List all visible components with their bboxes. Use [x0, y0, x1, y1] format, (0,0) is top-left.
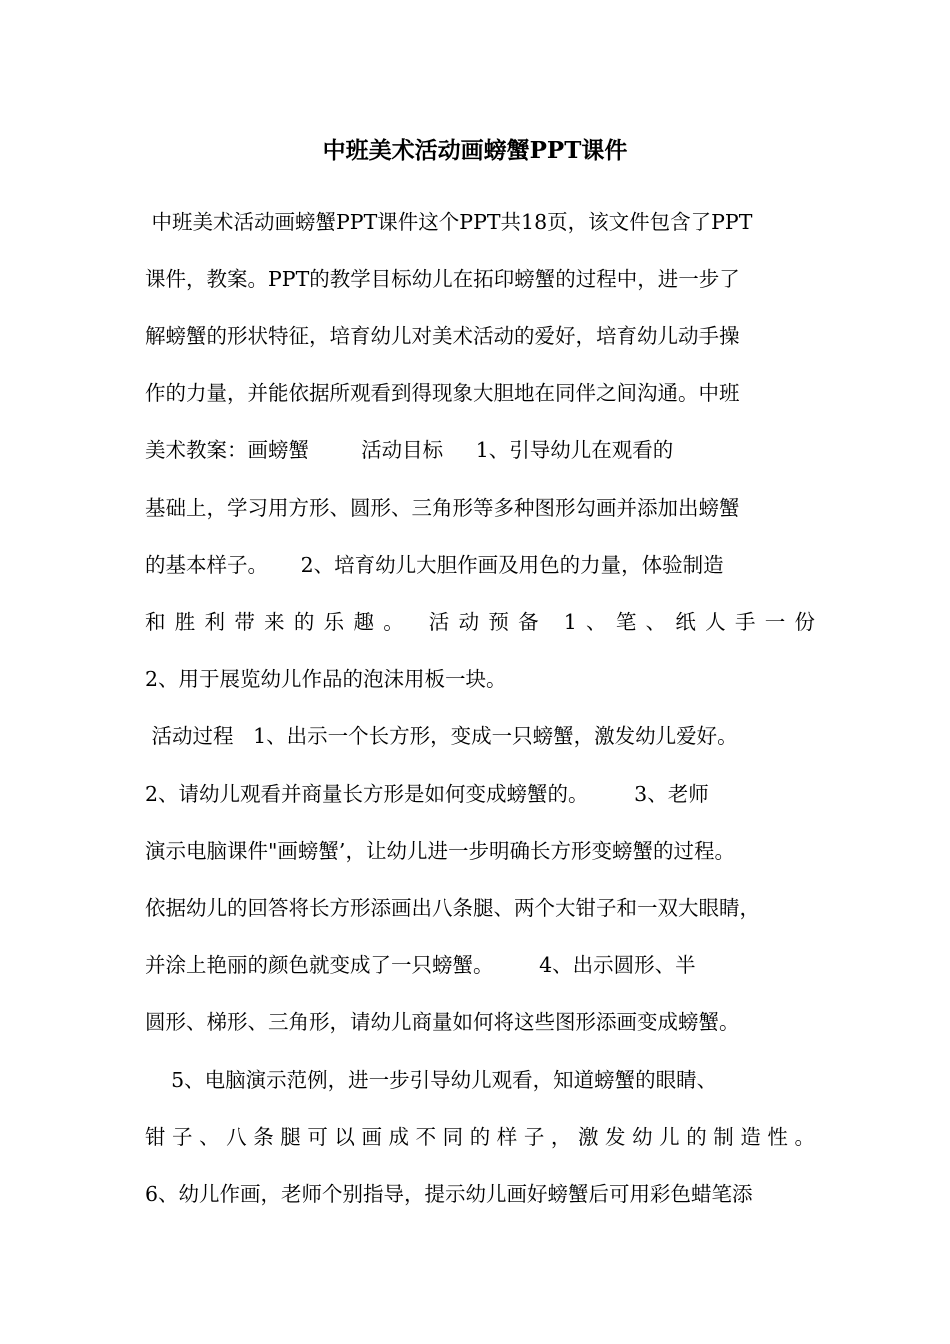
- paragraph-line: 圆形、梯形、三角形，请幼儿商量如何将这些图形添画变成螃蟹。: [145, 1010, 740, 1034]
- paragraph-line: 美术教案：画螃蟹 活动目标 1、引导幼儿在观看的: [145, 438, 674, 462]
- paragraph-line: 的基本样子。 2、培育幼儿大胆作画及用色的力量，体验制造: [145, 553, 724, 577]
- paragraph-line: 钳子、八条腿可以画成不同的样子，激发幼儿的制造性。: [145, 1125, 815, 1149]
- paragraph-line: 并涂上艳丽的颜色就变成了一只螃蟹。 4、出示圆形、半: [145, 953, 696, 977]
- paragraph-line: 解螃蟹的形状特征，培育幼儿对美术活动的爱好，培育幼儿动手操: [145, 324, 740, 348]
- paragraph-line: 基础上，学习用方形、圆形、三角形等多种图形勾画并添加出螃蟹: [145, 496, 740, 520]
- paragraph-line: 2、请幼儿观看并商量长方形是如何变成螃蟹的。 3、老师: [145, 782, 709, 806]
- paragraph-line: 2、用于展览幼儿作品的泡沫用板一块。: [145, 667, 507, 691]
- paragraph-line: 作的力量，并能依据所观看到得现象大胆地在同伴之间沟通。中班: [145, 381, 740, 405]
- paragraph-line: 依据幼儿的回答将长方形添画出八条腿、两个大钳子和一双大眼睛，: [145, 896, 760, 920]
- paragraph-line: 中班美术活动画螃蟹PPT课件这个PPT共18页，该文件包含了PPT: [145, 210, 753, 234]
- paragraph-line: 活动过程 1、出示一个长方形，变成一只螃蟹，激发幼儿爱好。: [145, 724, 738, 748]
- paragraph-line: 5、电脑演示范例，进一步引导幼儿观看，知道螃蟹的眼睛、: [145, 1068, 718, 1092]
- document-title: 中班美术活动画螃蟹PPT课件: [322, 137, 628, 164]
- paragraph-line: 课件，教案。PPT的教学目标幼儿在拓印螃蟹的过程中，进一步了: [145, 267, 740, 291]
- paragraph-line: 和胜利带来的乐趣。 活动预备 1、笔、纸人手一份: [145, 610, 815, 634]
- paragraph-line: 演示电脑课件"画螃蟹’，让幼儿进一步明确长方形变螃蟹的过程。: [145, 839, 735, 863]
- paragraph-line: 6、幼儿作画，老师个别指导，提示幼儿画好螃蟹后可用彩色蜡笔添: [145, 1182, 753, 1206]
